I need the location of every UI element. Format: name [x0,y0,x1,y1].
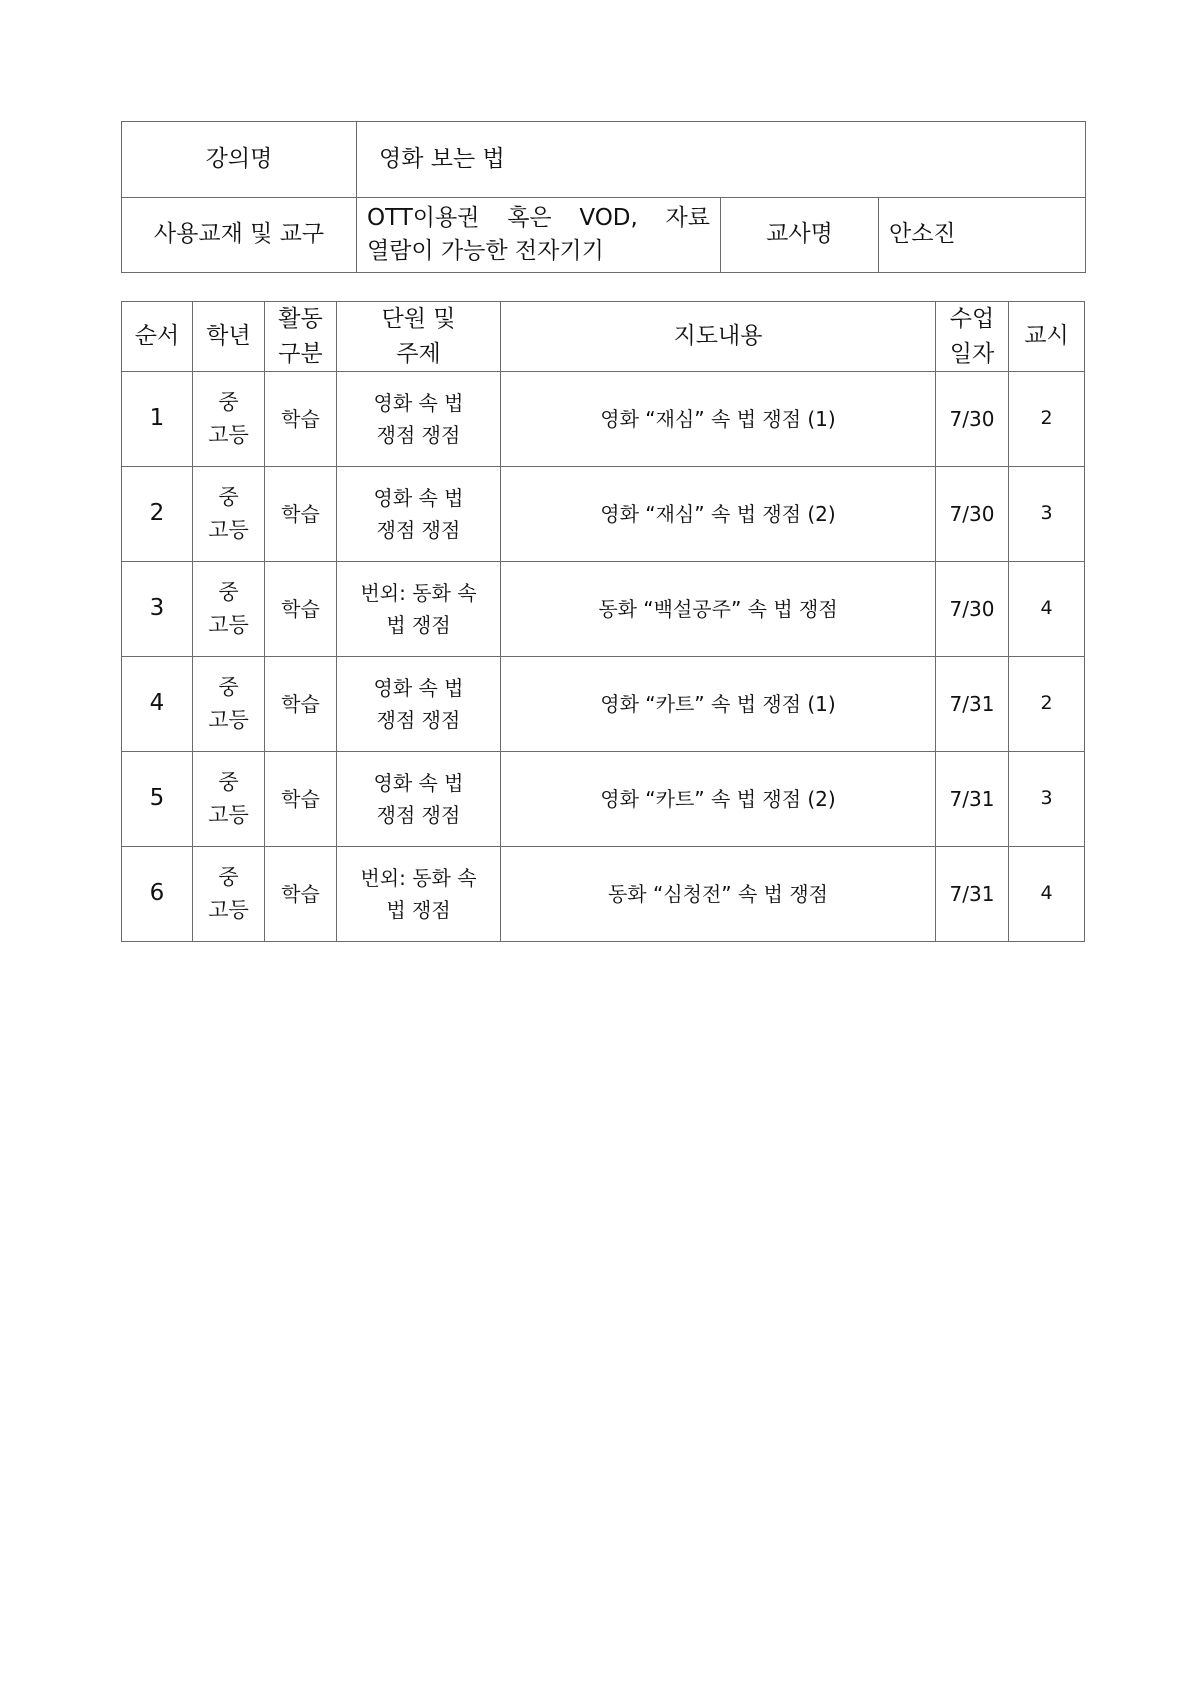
row-content: 영화 “재심” 속 법 쟁점 (1) [501,372,936,467]
row-unit-line1: 번외: 동화 속 [360,581,477,605]
row-unit-line2: 쟁점 쟁점 [376,423,461,447]
row-date: 7/30 [936,562,1009,657]
row-activity: 학습 [265,467,337,562]
row-grade-line1: 중 [218,865,239,890]
teacher-value: 안소진 [879,198,1086,273]
header-activity-line1: 활동 [278,306,323,332]
table-row [122,752,1085,847]
row-unit-line2: 쟁점 쟁점 [376,708,461,732]
row-period: 3 [1009,467,1085,562]
row-unit-line1: 영화 속 법 [373,771,464,795]
header-activity [265,302,337,372]
row-grade-line1: 중 [218,485,239,510]
row-grade-line1: 중 [218,390,239,415]
table-row [122,467,1085,562]
row-content: 동화 “심청전” 속 법 쟁점 [501,847,936,942]
row-unit [337,562,501,657]
row-content: 영화 “카트” 속 법 쟁점 (2) [501,752,936,847]
course-label: 강의명 [122,122,357,198]
header-date-line2: 일자 [949,340,995,367]
schedule-header-row [122,302,1085,372]
row-grade [193,847,265,942]
row-grade-line2: 고등 [208,613,249,637]
header-grade: 학년 [193,302,265,372]
table-row [122,657,1085,752]
row-period: 4 [1009,847,1085,942]
materials-row [122,198,1086,273]
header-content: 지도내용 [501,302,936,372]
row-grade-line2: 고등 [208,708,249,732]
row-grade [193,657,265,752]
materials-value-line1: OTT이용권 혹은 VOD, 자료 [367,204,710,231]
row-period: 2 [1009,657,1085,752]
row-order: 3 [122,562,193,657]
course-row [122,122,1086,198]
teacher-label: 교사명 [721,198,879,273]
course-value: 영화 보는 법 [357,122,1086,198]
row-grade [193,752,265,847]
row-grade-line2: 고등 [208,898,249,922]
row-activity: 학습 [265,562,337,657]
table-row [122,372,1085,467]
table-row [122,562,1085,657]
row-date: 7/31 [936,847,1009,942]
row-grade-line2: 고등 [208,518,249,542]
materials-value [357,198,721,273]
row-unit-line1: 영화 속 법 [373,676,464,700]
row-period: 3 [1009,752,1085,847]
row-order: 2 [122,467,193,562]
schedule-table [121,301,1085,942]
row-unit [337,467,501,562]
row-unit [337,752,501,847]
row-unit [337,657,501,752]
row-activity: 학습 [265,752,337,847]
row-grade-line1: 중 [218,675,239,700]
row-grade [193,467,265,562]
row-grade [193,562,265,657]
header-date-line1: 수업 [949,306,995,332]
row-order: 6 [122,847,193,942]
materials-value-line2: 열람이 가능한 전자기기 [367,238,604,264]
header-unit-line1: 단원 및 [381,306,456,332]
row-order: 4 [122,657,193,752]
row-content: 영화 “재심” 속 법 쟁점 (2) [501,467,936,562]
table-row [122,847,1085,942]
row-date: 7/30 [936,467,1009,562]
row-activity: 학습 [265,847,337,942]
row-order: 1 [122,372,193,467]
row-unit-line2: 쟁점 쟁점 [376,518,461,542]
row-period: 2 [1009,372,1085,467]
row-grade-line2: 고등 [208,803,249,827]
header-period: 교시 [1009,302,1085,372]
row-content: 동화 “백설공주” 속 법 쟁점 [501,562,936,657]
row-grade-line2: 고등 [208,423,249,447]
row-unit [337,372,501,467]
course-info-table [121,121,1086,273]
row-unit-line2: 쟁점 쟁점 [376,803,461,827]
row-date: 7/31 [936,752,1009,847]
row-unit-line2: 법 쟁점 [386,898,451,922]
row-activity: 학습 [265,657,337,752]
header-order: 순서 [122,302,193,372]
row-grade-line1: 중 [218,770,239,795]
row-unit-line1: 영화 속 법 [373,391,464,415]
row-unit-line2: 법 쟁점 [386,613,451,637]
row-content: 영화 “카트” 속 법 쟁점 (1) [501,657,936,752]
row-activity: 학습 [265,372,337,467]
row-unit-line1: 번외: 동화 속 [360,866,477,890]
row-grade-line1: 중 [218,580,239,605]
row-unit [337,847,501,942]
header-unit-line2: 주제 [396,340,441,367]
row-unit-line1: 영화 속 법 [373,486,464,510]
row-order: 5 [122,752,193,847]
header-date [936,302,1009,372]
header-unit [337,302,501,372]
header-activity-line2: 구분 [278,340,323,367]
row-date: 7/31 [936,657,1009,752]
row-grade [193,372,265,467]
row-period: 4 [1009,562,1085,657]
materials-label: 사용교재 및 교구 [122,198,357,273]
row-date: 7/30 [936,372,1009,467]
